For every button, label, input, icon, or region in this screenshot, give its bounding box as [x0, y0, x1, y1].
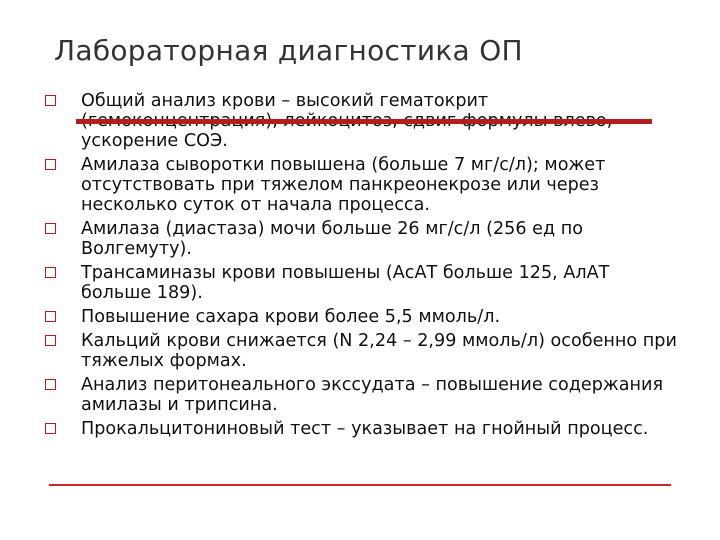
footer-divider: [49, 484, 671, 486]
title-underline-divider: [76, 119, 652, 124]
bullet-list: [44, 91, 684, 443]
list-item: [44, 219, 684, 259]
list-item: [44, 331, 684, 371]
slide-title: Лабораторная диагностика ОП: [54, 34, 523, 67]
hollow-square-bullet-icon: [45, 95, 56, 106]
list-item: [44, 419, 684, 439]
hollow-square-bullet-icon: [45, 379, 56, 390]
list-item: [44, 375, 684, 415]
hollow-square-bullet-icon: [45, 335, 56, 346]
list-item: [44, 263, 684, 303]
list-item-text: Общий анализ крови – высокий гематокрит ускорение СОЭ.: [81, 91, 489, 151]
list-item-text: Амилаза сыворотки повышена (больше 7 мг/с/л); может отсутствовать при тяжелом панкреонекрозе или через несколько суток от начала процесса.: [81, 155, 606, 215]
list-item: [44, 307, 684, 327]
list-item-text: Кальций крови снижается (N 2,24 – 2,99 ммоль/л) особенно при тяжелых формах.: [81, 331, 677, 371]
list-item-text: Трансаминазы крови повышены (АсАТ больше 125, АлАТ больше 189).: [81, 263, 610, 303]
list-item-text: Амилаза (диастаза) мочи больше 26 мг/с/л (256 ед по Волгемуту).: [81, 219, 583, 259]
hollow-square-bullet-icon: [45, 311, 56, 322]
list-item: [44, 155, 684, 215]
list-item-text: Прокальцитониновый тест – указывает на гнойный процесс.: [81, 419, 649, 439]
hollow-square-bullet-icon: [45, 423, 56, 434]
list-item-text: Повышение сахара крови более 5,5 ммоль/л.: [81, 307, 501, 327]
hollow-square-bullet-icon: [45, 223, 56, 234]
hollow-square-bullet-icon: [45, 159, 56, 170]
hollow-square-bullet-icon: [45, 267, 56, 278]
list-item-text: Анализ перитонеального экссудата – повышение содержания амилазы и трипсина.: [81, 375, 664, 415]
